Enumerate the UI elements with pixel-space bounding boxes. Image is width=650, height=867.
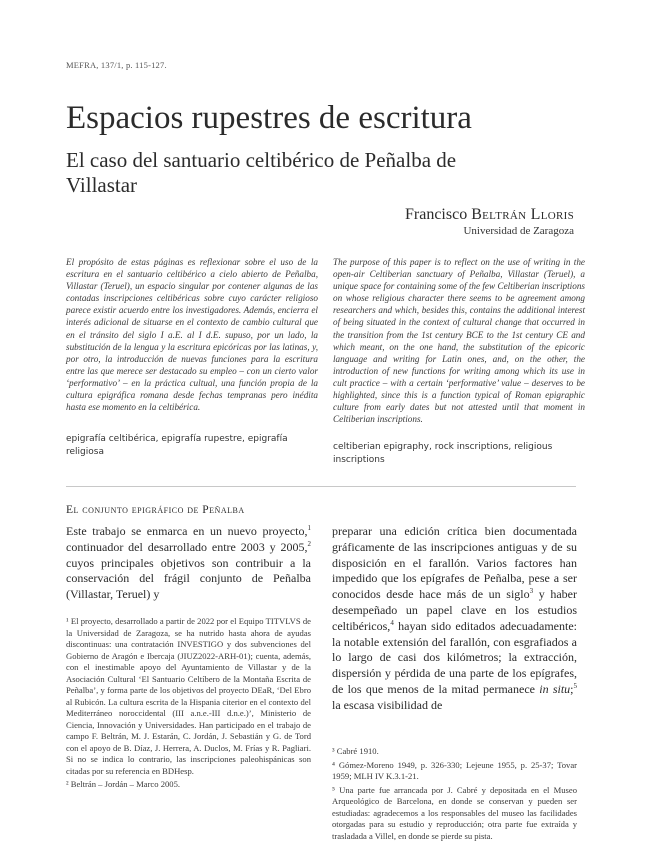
footnote-4: ⁴ Gómez-Moreno 1949, p. 326-330; Lejeune 1955, p. 25-37; Tovar 1959; MLH IV K.3.1-21.	[332, 759, 577, 781]
footnote-ref-2: 2	[307, 539, 311, 548]
footnote-1: ¹ El proyecto, desarrollado a partir de 2022 por el Equipo TITVLVS de la Universidad de Zaragoza, se ha nutrido hasta ahora de ayudas discontinuas: una contratación INVESTIGO y dos subvenciones del Gobierno de Aragón e Ibercaja (JIUZ2022-ARH-01); cuenta, además, con el inestimable apoyo del Ayuntamiento de Villastar y de la Asociación Cultural ‘El Santuario Celtíbero de la Montaña Escrita de Peñalba’, y forma parte de los objetivos del proyecto DEaR, ‘Del Ebro al Rubicón. La cultura escrita de la Hispania citerior en el contexto del Mediterráneo noroccidental (III a.n.e.-III d.n.e.)’, Ministerio de Ciencia, Innovación y Universidades. Han participado en el trabajo de campo F. Beltrán, M. J. Estarán, C. Jordán, J. Sebastián y G. de Tord con el apoyo de B. Díaz, J. Herrera, A. Duclos, M. Frías y R. Pagliari. Si no se indica lo contrario, las inscripciones paleohispánicas son citadas por su referencia en BDHesp.	[66, 616, 311, 776]
author-affiliation: Universidad de Zaragoza	[463, 225, 574, 237]
body-column-left: Este trabajo se enmarca en un nuevo proyecto,$^1$ continuador del desarrollado entre 2003 y 2005,$^2$ cuyos principales objetivos son contribuir a la conservación del frágil conjunto de Peñalba (Villastar, Teruel) y	[66, 524, 311, 602]
journal-citation: MEFRA, 137/1, p. 115-127.	[66, 60, 167, 70]
footnote-2: ² Beltrán – Jordán – Marco 2005.	[66, 779, 181, 789]
footnote-3: ³ Cabré 1910.	[332, 746, 379, 756]
keywords-english: celtiberian epigraphy, rock inscriptions, religious inscriptions	[333, 442, 553, 465]
footnote-5: ⁵ Una parte fue arrancada por J. Cabré y depositada en el Museo Arqueológico de Barcelona, en donde se conservan y pueden ser estudiadas: agradecemos a los responsables del museo las facilidades otorgadas para su estudio y reproducción; otra parte fue extraída y trasladada a Villel, en donde se pierde su pista.	[332, 784, 577, 841]
author-first-name: Francisco	[404, 206, 468, 223]
section-heading: El conjunto epigráfico de Peñalba	[66, 504, 245, 516]
section-divider	[66, 486, 576, 487]
keywords-spanish: epigrafía celtibérica, epigrafía rupestre, epigrafía religiosa	[66, 434, 288, 457]
author-last-name: Beltrán Lloris	[471, 206, 574, 223]
author-name	[405, 206, 574, 224]
article-title: Espacios rupestres de escritura	[66, 100, 472, 136]
footnotes-right	[332, 746, 577, 842]
footnote-ref-5: 5	[573, 681, 577, 690]
article-subtitle: El caso del santuario celtibérico de Peñalba de Villastar	[66, 148, 457, 197]
abstract-english: The purpose of this paper is to reflect on the use of writing in the open-air Celtiberian sanctuary of Peñalba, Villastar (Teruel), a unique space for containing some of the few Celtiberian inscriptions on whose religious character there seems to be agreement among researchers and which, besides this, contains the additional interest of being situated in the context of cultural change that occurred in the transition from the 1st century BCE to the 1st century CE and which meant, on the one hand, the substitution of the epicoric language and writing for Latin ones, and, on the other, the introduction of new functions for writing among which its use in cult practice – with a certain ‘performative’ value – deserves to be highlighted, since this is a function typical of Roman epigraphic culture from early dates but not attested until that moment in Celtiberian inscriptions.	[333, 257, 585, 425]
footnote-ref-3: 3	[529, 587, 534, 596]
footnote-ref-1: 1	[307, 524, 311, 532]
body-column-right: preparar una edición crítica bien documentada gráficamente de las inscripciones antiguas y de su disposición en el farallón. Varios factores han impedido que los epígrafes de Peñalba, pese a ser conocidos desde hace más de un siglo$^3$ y haber desempeñado un papel clave en los estudios celtibéricos,$^4$ hayan sido editados adecuadamente: la notable extensión del farallón, con esgrafiados a lo largo de casi dos kilómetros; la extracción, dispersión y pérdida de una parte de los epígrafes, de los que menos de la mitad permanece in situ;$^5$ la escasa visibilidad de	[332, 524, 577, 712]
abstract-spanish: El propósito de estas páginas es reflexionar sobre el uso de la escritura en el santuario celtibérico a cielo abierto de Peñalba, Villastar (Teruel), un espacio singular por contener algunas de las contadas inscripciones celtibéricas sobre cuyo carácter religioso parece existir acuerdo entre los investigadores. Además, encierra el interés adicional de situarse en el contexto de cambio cultural que en el tránsito del siglo I a.E. al I d.E. supuso, por un lado, la substitución de la lengua y la escritura epicóricas por las latinas, y, por otro, la introducción de nuevas funciones para la escritura entre las que merece ser destacado su empleo – con un cierto valor ‘performativo’ – en la práctica cultual, una función propia de la cultura epigráfica romana desde fechas tempranas pero inédita hasta ese momento en la celtibérica.	[66, 257, 318, 413]
footnotes-left	[66, 616, 311, 791]
footnote-ref-4: 4	[390, 618, 394, 627]
